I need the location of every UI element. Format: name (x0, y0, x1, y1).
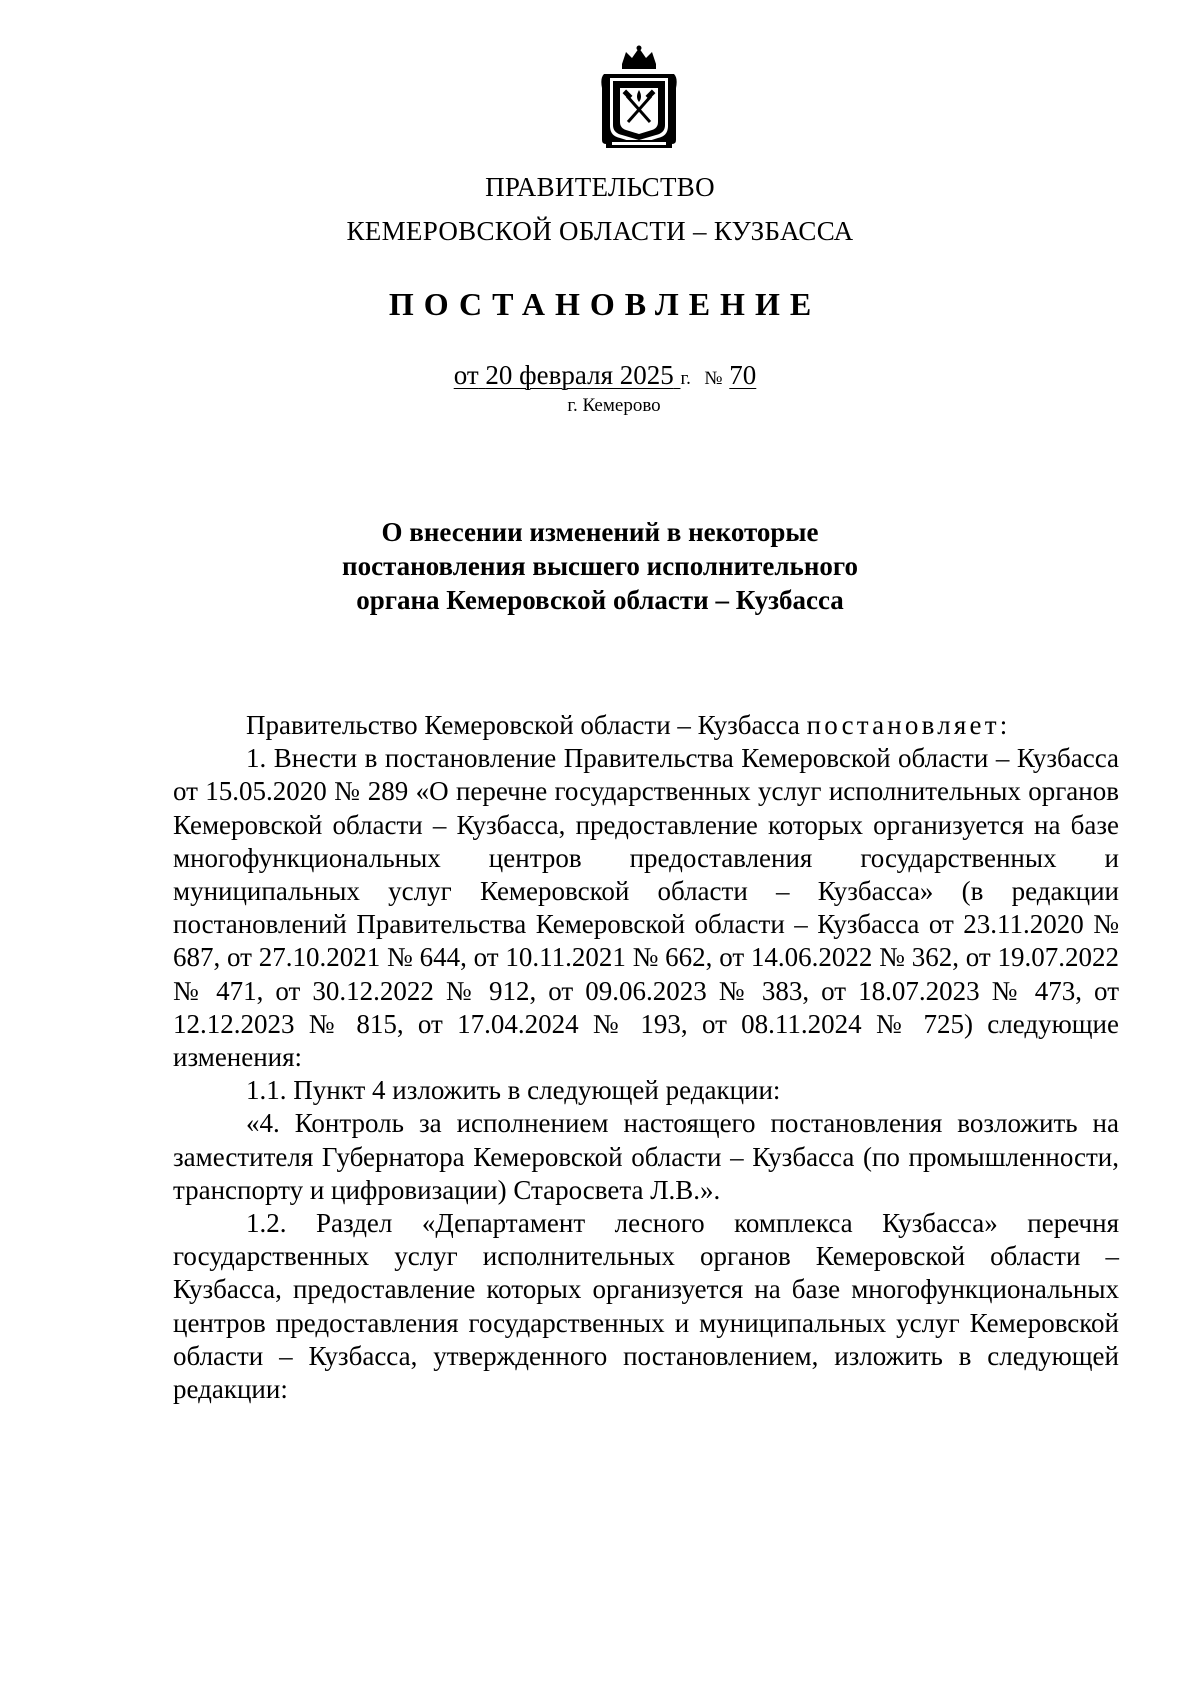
date-field (454, 360, 681, 390)
number-sign: № (704, 368, 723, 389)
intro-text: Правительство Кемеровской области – Кузбасса (246, 710, 807, 740)
document-type: ПОСТАНОВЛЕНИЕ (388, 286, 822, 322)
paragraph-1-1-quote: «4. Контроль за исполнением настоящего постановления возложить на заместителя Губернатора Кемеровской области – Кузбасса (по промышленности, транспорту и цифровизации) Старосвета Л.В.». (173, 1108, 1119, 1205)
paragraph-1: 1. Внести в постановление Правительства Кемеровской области – Кузбасса от 15.05.2020 № 289 «О перечне государственных услуг исполнительных органов Кемеровской области – Кузбасса, предоставление которых организуется на базе многофункциональных центров предоставления государственных и муниципальных услуг Кемеровской области – Кузбасса» (в редакции постановлений Правительства Кемеровской области – Кузбасса от 23.11.2020 № 687, от 27.10.2021 № 644, от 10.11.2021 № 662, от 14.06.2022 № 362, от 19.07.2022 № 471, от 30.12.2022 № 912, от 09.06.2023 № 383, от 18.07.2023 № 473, от 12.12.2023 № 815, от 17.04.2024 № 193, от 08.11.2024 № 725) следующие изменения: (173, 743, 1119, 1073)
intro-paragraph (173, 709, 1119, 742)
date-prefix: от (453, 360, 479, 390)
title-line: О внесении изменений в некоторые (381, 517, 819, 547)
paragraph-1-1: 1.1. Пункт 4 изложить в следующей редакции: (246, 1075, 781, 1106)
paragraph-1-2: 1.2. Раздел «Департамент лесного комплекса Кузбасса» перечня государственных услуг исполнительных органов Кемеровской области – Кузбасса, предоставление которых организуется на базе многофункциональных центров предоставления государственных и муниципальных услуг Кемеровской области – Кузбасса, утвержденного постановлением, изложить в следующей редакции: (173, 1208, 1119, 1405)
org-name-line2: КЕМЕРОВСКОЙ ОБЛАСТИ – КУЗБАССА (346, 216, 854, 246)
intro-decision-word: постановляет: (806, 710, 1011, 740)
document-number: 70 (729, 360, 757, 390)
city: г. Кемерово (567, 395, 661, 416)
org-name-line1: ПРАВИТЕЛЬСТВО (485, 172, 715, 202)
year-abbr: г. (680, 368, 691, 389)
document-title (300, 515, 900, 617)
document-body (173, 709, 1119, 1406)
coat-of-arms-icon (598, 44, 680, 152)
date-value: 20 февраля 2025 (485, 360, 674, 390)
title-line: постановления высшего исполнительного (342, 551, 858, 581)
date-number-line (0, 358, 1200, 396)
title-line: органа Кемеровской области – Кузбасса (356, 585, 844, 615)
